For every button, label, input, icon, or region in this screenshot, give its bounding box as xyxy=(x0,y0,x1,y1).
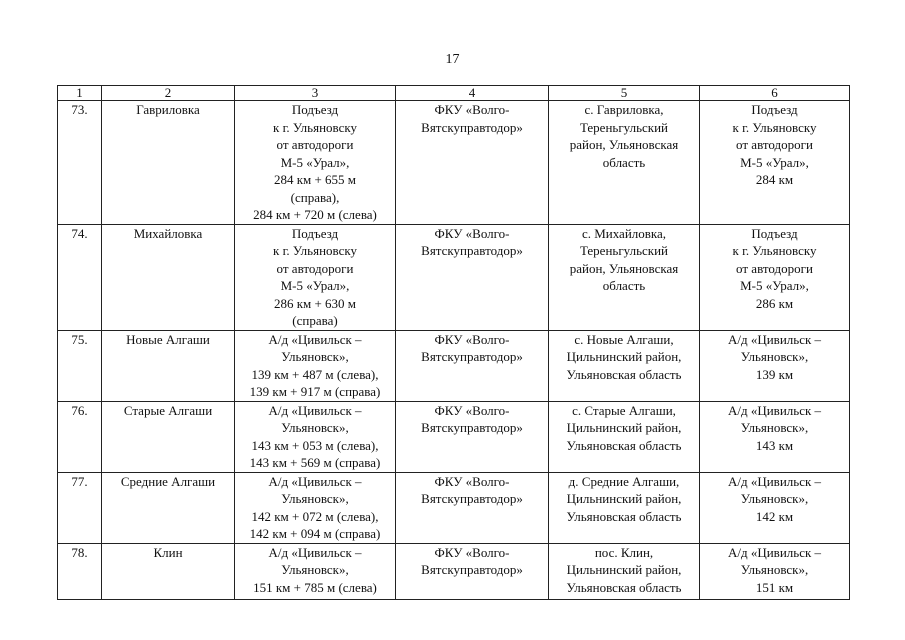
header-cell: 2 xyxy=(102,86,235,101)
road-owner: ФКУ «Волго- Вятскуправтодор» xyxy=(396,401,549,472)
road-owner: ФКУ «Волго- Вятскуправтодор» xyxy=(396,101,549,225)
table-row xyxy=(58,543,850,599)
table-row xyxy=(58,101,850,225)
road-location: А/д «Цивильск – Ульяновск», 151 км + 785 м (слева) xyxy=(235,543,396,599)
data-table xyxy=(57,85,850,600)
road-reference: А/д «Цивильск – Ульяновск», 142 км xyxy=(700,472,850,543)
header-cell: 3 xyxy=(235,86,396,101)
settlement-name: Михайловка xyxy=(102,224,235,330)
road-owner: ФКУ «Волго- Вятскуправтодор» xyxy=(396,472,549,543)
table-row xyxy=(58,330,850,401)
row-number: 75. xyxy=(58,330,102,401)
road-location: А/д «Цивильск – Ульяновск», 143 км + 053 м (слева), 143 км + 569 м (справа) xyxy=(235,401,396,472)
header-cell: 5 xyxy=(549,86,700,101)
road-reference: Подъезд к г. Ульяновску от автодороги М-5 «Урал», 284 км xyxy=(700,101,850,225)
settlement-name: Новые Алгаши xyxy=(102,330,235,401)
address: с. Новые Алгаши, Цильнинский район, Ульяновская область xyxy=(549,330,700,401)
road-reference: А/д «Цивильск – Ульяновск», 151 км xyxy=(700,543,850,599)
address: пос. Клин, Цильнинский район, Ульяновская область xyxy=(549,543,700,599)
row-number: 76. xyxy=(58,401,102,472)
table-header-row xyxy=(58,86,850,101)
road-location: Подъезд к г. Ульяновску от автодороги М-5 «Урал», 286 км + 630 м (справа) xyxy=(235,224,396,330)
road-owner: ФКУ «Волго- Вятскуправтодор» xyxy=(396,224,549,330)
header-cell: 1 xyxy=(58,86,102,101)
header-cell: 6 xyxy=(700,86,850,101)
settlement-name: Старые Алгаши xyxy=(102,401,235,472)
address: с. Михайловка, Тереньгульский район, Ульяновская область xyxy=(549,224,700,330)
road-reference: А/д «Цивильск – Ульяновск», 143 км xyxy=(700,401,850,472)
address: д. Средние Алгаши, Цильнинский район, Ульяновская область xyxy=(549,472,700,543)
table-row xyxy=(58,401,850,472)
row-number: 74. xyxy=(58,224,102,330)
road-reference: Подъезд к г. Ульяновску от автодороги М-5 «Урал», 286 км xyxy=(700,224,850,330)
settlement-name: Клин xyxy=(102,543,235,599)
settlement-name: Средние Алгаши xyxy=(102,472,235,543)
row-number: 78. xyxy=(58,543,102,599)
table-row xyxy=(58,224,850,330)
address: с. Старые Алгаши, Цильнинский район, Ульяновская область xyxy=(549,401,700,472)
road-owner: ФКУ «Волго- Вятскуправтодор» xyxy=(396,330,549,401)
road-reference: А/д «Цивильск – Ульяновск», 139 км xyxy=(700,330,850,401)
row-number: 77. xyxy=(58,472,102,543)
road-location: А/д «Цивильск – Ульяновск», 142 км + 072 м (слева), 142 км + 094 м (справа) xyxy=(235,472,396,543)
address: с. Гавриловка, Тереньгульский район, Ульяновская область xyxy=(549,101,700,225)
settlement-name: Гавриловка xyxy=(102,101,235,225)
road-location: А/д «Цивильск – Ульяновск», 139 км + 487 м (слева), 139 км + 917 м (справа) xyxy=(235,330,396,401)
road-location: Подъезд к г. Ульяновску от автодороги М-5 «Урал», 284 км + 655 м (справа), 284 км + 720 м (слева) xyxy=(235,101,396,225)
table-row xyxy=(58,472,850,543)
row-number: 73. xyxy=(58,101,102,225)
header-cell: 4 xyxy=(396,86,549,101)
page-number: 17 xyxy=(445,52,460,67)
road-owner: ФКУ «Волго- Вятскуправтодор» xyxy=(396,543,549,599)
